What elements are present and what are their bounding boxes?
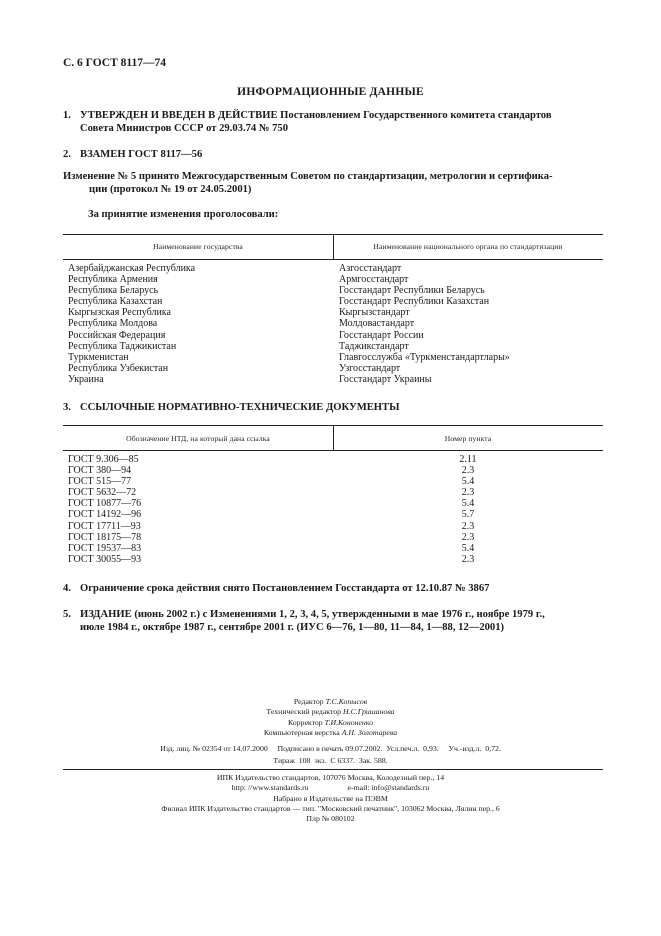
ref-table-doc-cell: ГОСТ 9.306—85 [68,454,139,465]
voting-table-state-cell: Республика Таджикистан [68,340,177,352]
item-5-line1: ИЗДАНИЕ (июнь 2002 г.) с Изменениями 1, 2, 3, 4, 5, утвержденными в мае 1976 г., ноябре 1979 г., [80,609,545,620]
layout-label: Компьютерная верстка [263,727,340,737]
voting-table-body-cell: Азгосстандарт [339,263,402,274]
voting-table-state-cell: Кыргызская Республика [68,307,171,319]
ref-table-header-rule [63,450,603,451]
voting-table-bodies [339,263,510,385]
item-1-text: Постановлением Государственного комитета стандартов [277,110,552,121]
voting-table-body-cell: Таджикстандарт [339,340,409,352]
page-header: С. 6 ГОСТ 8117—74 [63,57,167,69]
editor-label: Редактор [293,697,324,706]
change-5-line1: Изменение № 5 принято Межгосударственным Советом по стандартизации, метрологии и сертифика- [63,171,553,182]
voting-table-header-state: Наименование государства [153,242,243,251]
ref-table-doc-cell: ГОСТ 5632—72 [68,487,137,499]
voting-table-state-cell: Республика Армения [68,274,158,286]
ref-table-doc-cell: ГОСТ 30055—93 [68,553,142,565]
publisher-plr: Плр № 080102 [306,814,355,824]
voting-table-state-cell: Республика Беларусь [68,285,159,297]
voting-table-body-cell: Узгосстандарт [339,362,401,374]
voting-table-body-cell: Госстандарт Украины [339,373,432,385]
change-5-note [63,170,603,196]
ref-table-point-cell: 5.7 [461,509,475,521]
item-4 [63,582,603,595]
ref-table-point-cell: 2.3 [461,531,475,543]
print-run-line: Тираж 108 экз. С 6337. Зак. 588. [273,756,388,765]
license-line: Изд. лиц. № 02354 от 14.07.2000 Подписано в печать 09.07.2002. Усл.печ.л. 0,93. Уч.-изд.л. 0,72. [160,744,501,753]
ref-table-points [333,454,603,565]
ref-table-point-cell: 2.3 [461,520,475,532]
voting-table-state-cell: Республика Казахстан [68,296,163,308]
ref-table-header-point: Номер пункта [444,434,492,443]
publisher-address: ИПК Издательство стандартов, 107076 Москва, Колодезный пер., 14 [216,773,445,782]
ref-table-doc-cell: ГОСТ 17711—93 [68,520,141,532]
layout-line [0,728,661,738]
imprint-credits [0,697,661,738]
section-title: ИНФОРМАЦИОННЫЕ ДАННЫЕ [237,86,424,98]
item-2-number: 2. [63,149,71,160]
imprint-rule [63,769,603,770]
voting-table-body-cell: Молдовастандарт [339,318,415,330]
ref-table-point-cell: 2.11 [459,454,477,465]
editor-name: Т.С.Копысов [325,697,368,706]
voting-table-body-cell: Кыргызстандарт [339,307,410,319]
proofreader-label: Корректор [287,717,323,727]
change-5-line2: ции (протокол № 19 от 24.05.2001) [89,184,252,195]
publisher-typeset: Набрано в Издательстве на ПЭВМ [273,793,388,803]
publisher-branch: Филиал ИПК Издательство стандартов — тип. "Московский печатник", 103062 Москва, Лялин пер., 6 [161,803,500,813]
voted-label: За принятие изменения проголосовали: [88,209,279,220]
ref-table-header-doc: Обозначение НТД, на который дана ссылка [126,434,270,443]
voting-table-body-cell: Госстандарт Республики Беларусь [339,285,485,297]
layout-name: А.Н. Золотарева [341,727,398,737]
voting-table-state-cell: Украина [68,373,104,385]
voting-table-state-cell: Республика Молдова [68,318,158,330]
voting-table-states [68,263,195,385]
item-5-number: 5. [63,609,71,620]
ref-table-doc-cell: ГОСТ 18175—78 [68,531,142,543]
voting-table-body-cell: Госстандарт России [339,329,424,341]
tech-editor-line [0,707,661,717]
item-4-text: Ограничение срока действия снято Постановлением Госстандарта от 12.10.87 № 3867 [80,583,490,594]
item-1-number: 1. [63,110,71,121]
ref-table-doc-cell: ГОСТ 14192—96 [68,509,142,521]
tech-editor-label: Технический редактор [266,707,342,717]
publisher-block [0,773,661,824]
ref-table-doc-cell: ГОСТ 380—94 [68,465,132,477]
item-1-lead: УТВЕРЖДЕН И ВВЕДЕН В ДЕЙСТВИЕ [80,110,278,121]
voting-table-header-rule [63,259,603,260]
item-1-text-cont: Совета Министров СССР от 29.03.74 № 750 [80,123,289,134]
tech-editor-name: Н.С.Гришанова [343,707,395,717]
voting-table-state-cell: Туркменистан [68,351,129,363]
ref-table-docs [68,454,141,565]
item-5-line2: июле 1984 г., октябре 1987 г., сентябре 2001 г. (ИУС 6—76, 1—80, 11—84, 1—88, 12—2001) [80,622,505,633]
item-2-text: ВЗАМЕН ГОСТ 8117—56 [80,149,203,160]
voting-table-body-cell: Госстандарт Республики Казахстан [339,296,490,308]
item-2 [63,148,603,161]
item-1 [63,109,603,135]
editor-line [0,697,661,707]
voting-table-state-cell: Республика Узбекистан [68,362,169,374]
item-3 [63,401,603,414]
ref-table-doc-cell: ГОСТ 10877—76 [68,498,142,510]
ref-table-point-cell: 5.4 [461,476,475,488]
ref-table-point-cell: 5.4 [461,498,475,510]
item-4-number: 4. [63,583,71,594]
voting-table-state-cell: Российская Федерация [68,329,166,341]
voting-table-header-body: Наименование национального органа по стандартизации [373,242,563,251]
voting-table-body-cell: Армгосстандарт [339,274,409,286]
item-5 [63,608,603,634]
ref-table-point-cell: 5.4 [461,542,475,554]
proofreader-name: Т.И.Кононенко [324,717,374,727]
voting-table-state-cell: Азербайджанская Республика [68,263,196,274]
voting-table-body-cell: Главгосслужба «Туркменстандартлары» [339,351,510,363]
proofreader-line [0,718,661,728]
item-3-text: ССЫЛОЧНЫЕ НОРМАТИВНО-ТЕХНИЧЕСКИЕ ДОКУМЕНТЫ [80,402,400,413]
publisher-contacts: http: //www.standards.ru e-mail: info@standards.ru [231,783,430,793]
ref-table-doc-cell: ГОСТ 515—77 [68,476,132,488]
item-3-number: 3. [63,402,71,413]
ref-table-point-cell: 2.3 [461,465,475,477]
ref-table-point-cell: 2.3 [461,487,475,499]
ref-table-point-cell: 2.3 [461,553,475,565]
ref-table-doc-cell: ГОСТ 19537—83 [68,542,142,554]
